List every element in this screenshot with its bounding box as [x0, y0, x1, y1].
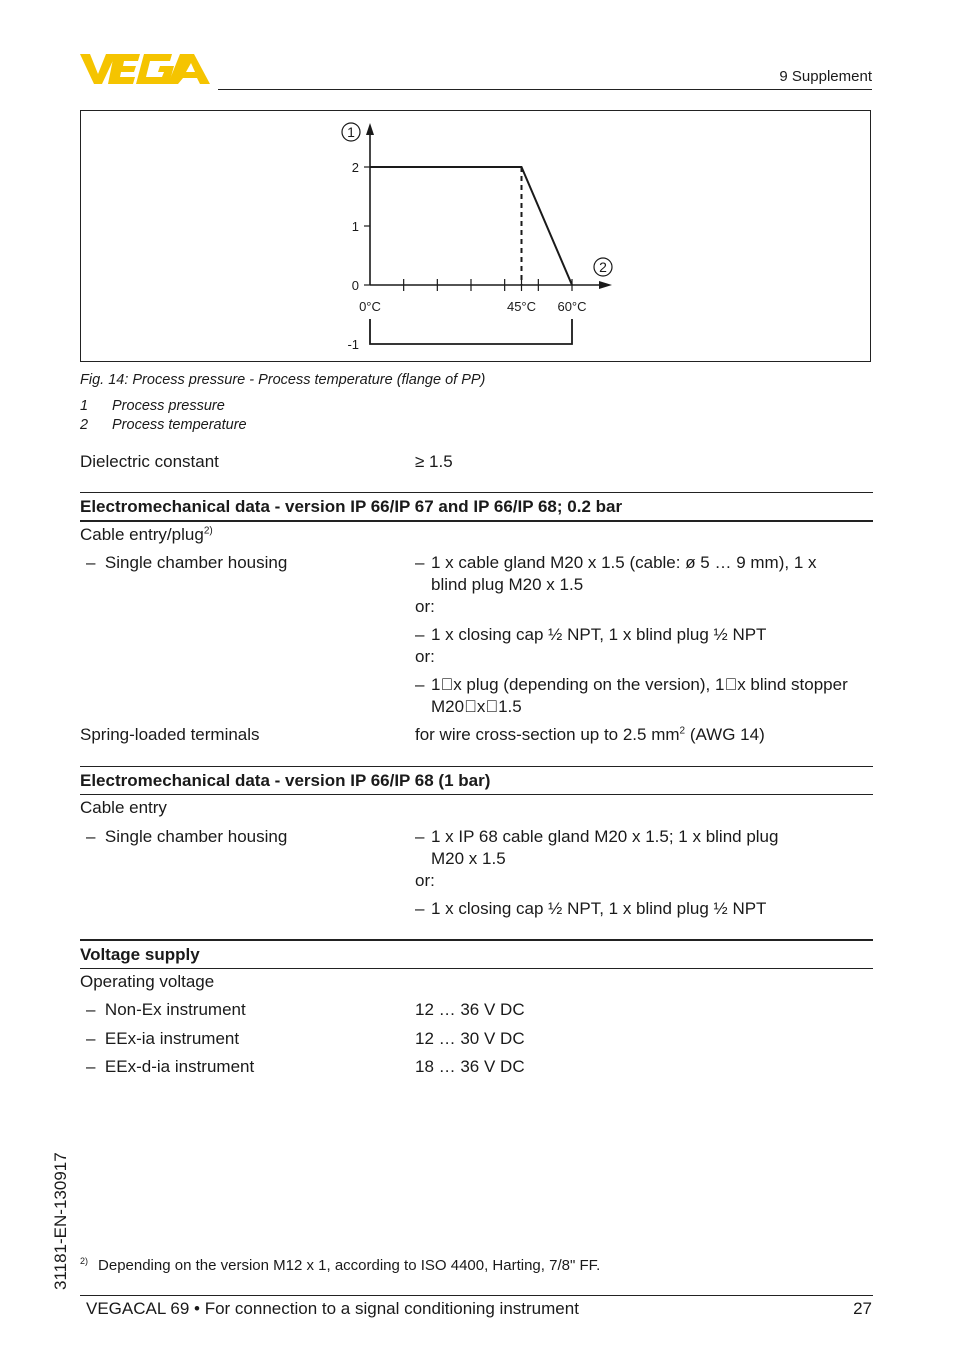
section-rule — [80, 939, 873, 941]
option-dash: – — [415, 553, 425, 572]
section-label: 9 Supplement — [779, 68, 872, 85]
footnote: $^{2)}$ Depending on the version M12 x 1, according to ISO 4400, Harting, 7/8" FF. — [80, 1256, 601, 1274]
vega-logo — [80, 50, 212, 86]
x-tick-label: 60°C — [557, 299, 587, 314]
section-rule — [80, 766, 873, 767]
option-dash: – — [415, 899, 425, 918]
header-rule — [218, 89, 872, 90]
option-text: M20 x 1.5 — [431, 849, 506, 868]
cable-entry-label: Cable entry — [80, 798, 167, 817]
or-text: or: — [415, 871, 435, 890]
figure-caption: Fig. 14: Process pressure - Process temperature (flange of PP) — [80, 372, 486, 388]
single-chamber-label: – Single chamber housing — [86, 553, 288, 572]
option-dash: – — [415, 625, 425, 644]
dielectric-label: Dielectric constant — [80, 452, 219, 471]
voltage-item-value: 12 … 30 V DC — [415, 1029, 525, 1048]
option-text: 1 x cable gland M20 x 1.5 (cable: ø 5 … 9 mm), 1 x — [431, 553, 817, 572]
footer-title: VEGACAL 69 • For connection to a signal conditioning instrument — [86, 1299, 579, 1318]
y-tick-label: 2 — [351, 160, 359, 175]
pressure-temperature-chart — [81, 111, 872, 363]
cable-entry-label: Cable entry/plug$^{2)}$ — [80, 525, 213, 544]
voltage-item-value: 12 … 36 V DC — [415, 1000, 525, 1019]
spring-terminals-value: for wire cross-section up to 2.5 $mm^2$ (AWG 14) — [415, 725, 765, 744]
option-text: blind plug M20 x 1.5 — [431, 575, 584, 594]
y-tick-label: -1 — [347, 337, 359, 352]
legend-item: 1 Process pressure — [80, 398, 225, 414]
pressure-curve — [370, 167, 572, 285]
or-text: or: — [415, 597, 435, 616]
x-axis-arrow — [599, 281, 612, 289]
option-text: M20 x 1.5 — [431, 697, 522, 716]
option-text: 1 x closing cap ½ NPT, 1 x blind plug ½ NPT — [431, 899, 767, 918]
voltage-item-value: 18 … 36 V DC — [415, 1057, 525, 1076]
page-number: 27 — [853, 1299, 872, 1318]
figure-frame — [80, 110, 871, 362]
y-tick-label: 1 — [351, 219, 359, 234]
operating-voltage-label: Operating voltage — [80, 972, 215, 991]
dielectric-value: ≥ 1.5 — [415, 452, 453, 471]
section-rule — [80, 794, 873, 795]
x-tick-label: 0°C — [359, 299, 381, 314]
single-chamber-label: – Single chamber housing — [86, 827, 288, 846]
spring-terminals-label: Spring-loaded terminals — [80, 725, 260, 744]
section-rule — [80, 492, 873, 493]
legend-item: 2 Process temperature — [80, 417, 247, 433]
section-title: Electromechanical data - version IP 66/IP 67 and IP 66/IP 68; 0.2 bar — [80, 497, 623, 516]
option-dash: – — [415, 675, 425, 694]
voltage-item-label: – Non-Ex instrument — [86, 1000, 246, 1019]
x-tick-label: 45°C — [506, 299, 537, 314]
voltage-item-label: – EEx-ia instrument — [86, 1029, 240, 1048]
option-dash: – — [415, 827, 425, 846]
lower-limit-line — [370, 319, 572, 344]
y-axis-arrow — [366, 123, 374, 135]
footer-rule — [80, 1295, 873, 1296]
section-title: Voltage supply — [80, 945, 200, 964]
or-text: or: — [415, 647, 435, 666]
option-text: 1 x closing cap ½ NPT, 1 x blind plug ½ NPT — [431, 625, 767, 644]
section-title: Electromechanical data - version IP 66/IP 68 (1 bar) — [80, 771, 491, 790]
x-axis-marker-label: 2 — [599, 259, 607, 275]
y-axis-marker-label: 1 — [347, 124, 355, 140]
section-rule — [80, 520, 873, 522]
y-tick-label: 0 — [351, 278, 359, 293]
document-code: 31181-EN-130917 — [51, 1152, 70, 1290]
section-rule — [80, 968, 873, 969]
voltage-item-label: – EEx-d-ia instrument — [86, 1057, 255, 1076]
option-text: 1 x IP 68 cable gland M20 x 1.5; 1 x blind plug — [431, 827, 779, 846]
option-text: 1 x plug (depending on the version), 1 x blind stopper — [431, 675, 848, 694]
